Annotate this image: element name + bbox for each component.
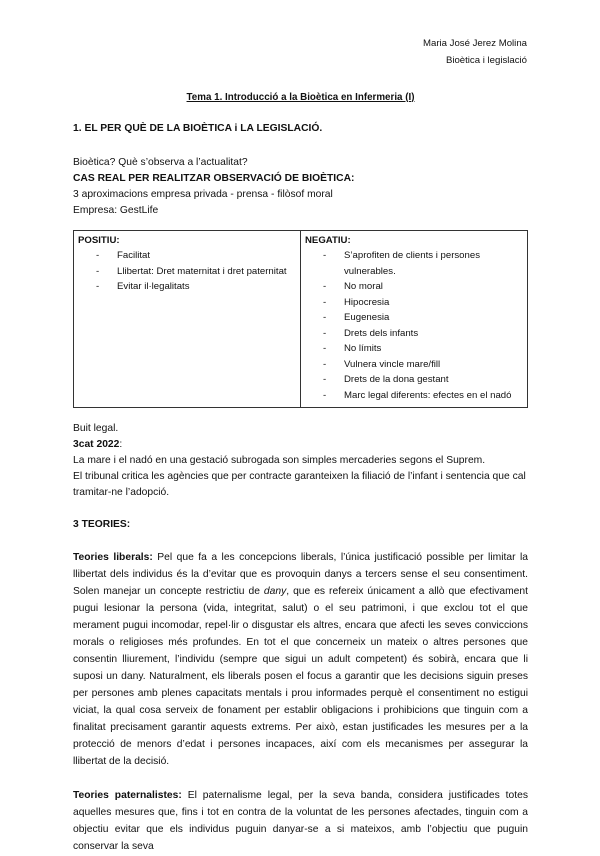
case-line-2: El tribunal critica les agències que per contracte garanteixen la filiació de l’infant i sentencia que cal tramitar-ne l’adopció. [73,471,526,499]
negative-column [301,230,528,408]
negative-list [305,248,523,403]
theories-heading: 3 TEORIES: [73,519,131,531]
document-title: Tema 1. Introducció a la Bioètica en Infermeria (I) [186,91,415,103]
document-header [73,36,527,70]
case-heading: CAS REAL PER REALITZAR OBSERVACIÓ DE BIOÈTICA: [73,172,355,184]
paternalist-lead: Teories paternalistes: [73,789,182,801]
paternalist-text: El paternalisme legal, per la seva banda, considera justificades totes aquelles mesures que, fins i tot en contra de la voluntat de les persones afectades, tinguin com a objectiu evitar que els individus puguin danyar-se a si mateixos, amb l’objectiu que puguin conservar la seva [73,789,528,852]
list-item: - Vulnera vincle mare/fill [321,357,523,373]
comparison-table [73,230,528,409]
case-label: 3cat 2022 [73,439,120,451]
positive-column [74,230,301,408]
list-item: - Evitar il·legalitats [94,279,296,295]
case-colon: : [119,439,123,451]
bioethics-question: Bioètica? Què s’observa a l’actualitat? [73,156,248,168]
list-item: - Facilitat [94,248,296,264]
list-item: - S’aprofiten de clients i persones vulnerables. [321,248,523,279]
list-item: - Marc legal diferents: efectes en el nadó [321,388,523,404]
subject-name: Bioètica i legislació [445,54,527,66]
list-item: - Drets de la dona gestant [321,372,523,388]
legal-notes [73,421,528,501]
approaches-line: 3 aproximacions empresa privada - prensa - filòsof moral [73,188,333,200]
case-line-1: La mare i el nadó en una gestació subrogada son simples mercaderies segons el Suprem. [73,455,486,467]
paternalist-theories-paragraph [73,788,528,856]
positive-list [78,248,296,295]
negative-title: NEGATIU: [305,234,351,246]
section-heading: 1. EL PER QUÈ DE LA BIOÈTICA i LA LEGISLACIÓ. [73,122,323,134]
positive-title: POSITIU: [78,234,120,246]
legal-void: Buit legal. [73,423,119,435]
list-item: - Eugenesia [321,310,523,326]
case-intro [73,155,528,219]
liberal-emphasis: dany [263,586,287,598]
list-item: - Hipocresia [321,295,523,311]
liberal-lead: Teories liberals: [73,552,153,564]
author-name: Maria José Jerez Molina [423,38,527,49]
list-item: - Drets dels infants [321,326,523,342]
company-line: Empresa: GestLife [73,204,159,216]
list-item: - Llibertat: Dret maternitat i dret paternitat [94,264,296,280]
liberal-theories-paragraph [73,550,528,771]
liberal-text-b: , que es refereix únicament a allò que efectivament pugui lesionar la persona (vida, integritat, salut) o el seu patrimoni, i que exclou tot el que merament pugui incomodar, repel·lir o disgustar els altres, encara que afecti les seves conviccions morals o religioses més profundes. En tot el que concerneix un mateix o altres persones que consentin lliurement, l’individu (sempre que sigui un adult competent) és sobirà, encara que li suposi un dany. Naturalment, els liberals posen el focus a garantir que les decisions siguin preses per persones amb plenes capacitats mentals i prou informades perquè el consentiment no estigui viciat, la qual cosa serveix de fonament per establir obligacions i prohibicions que tinguin com a finalitat precisament garantir aquests extrems. Per això, estan justificades les mesures per a la protecció de menors d’edat i persones incapaces, així com els mecanismes per assegurar la llibertat de la decisió. [73,586,528,767]
list-item: - No límits [321,341,523,357]
case-source [73,437,528,453]
list-item: - No moral [321,279,523,295]
liberal-text-a: Pel que fa a les concepcions liberals, l’única justificació possible per limitar la llibertat dels individus és la d’evitar que es provoquin danys a tercers sense el seu consentiment. Solen manejar un concepte restrictiu de [73,552,528,598]
